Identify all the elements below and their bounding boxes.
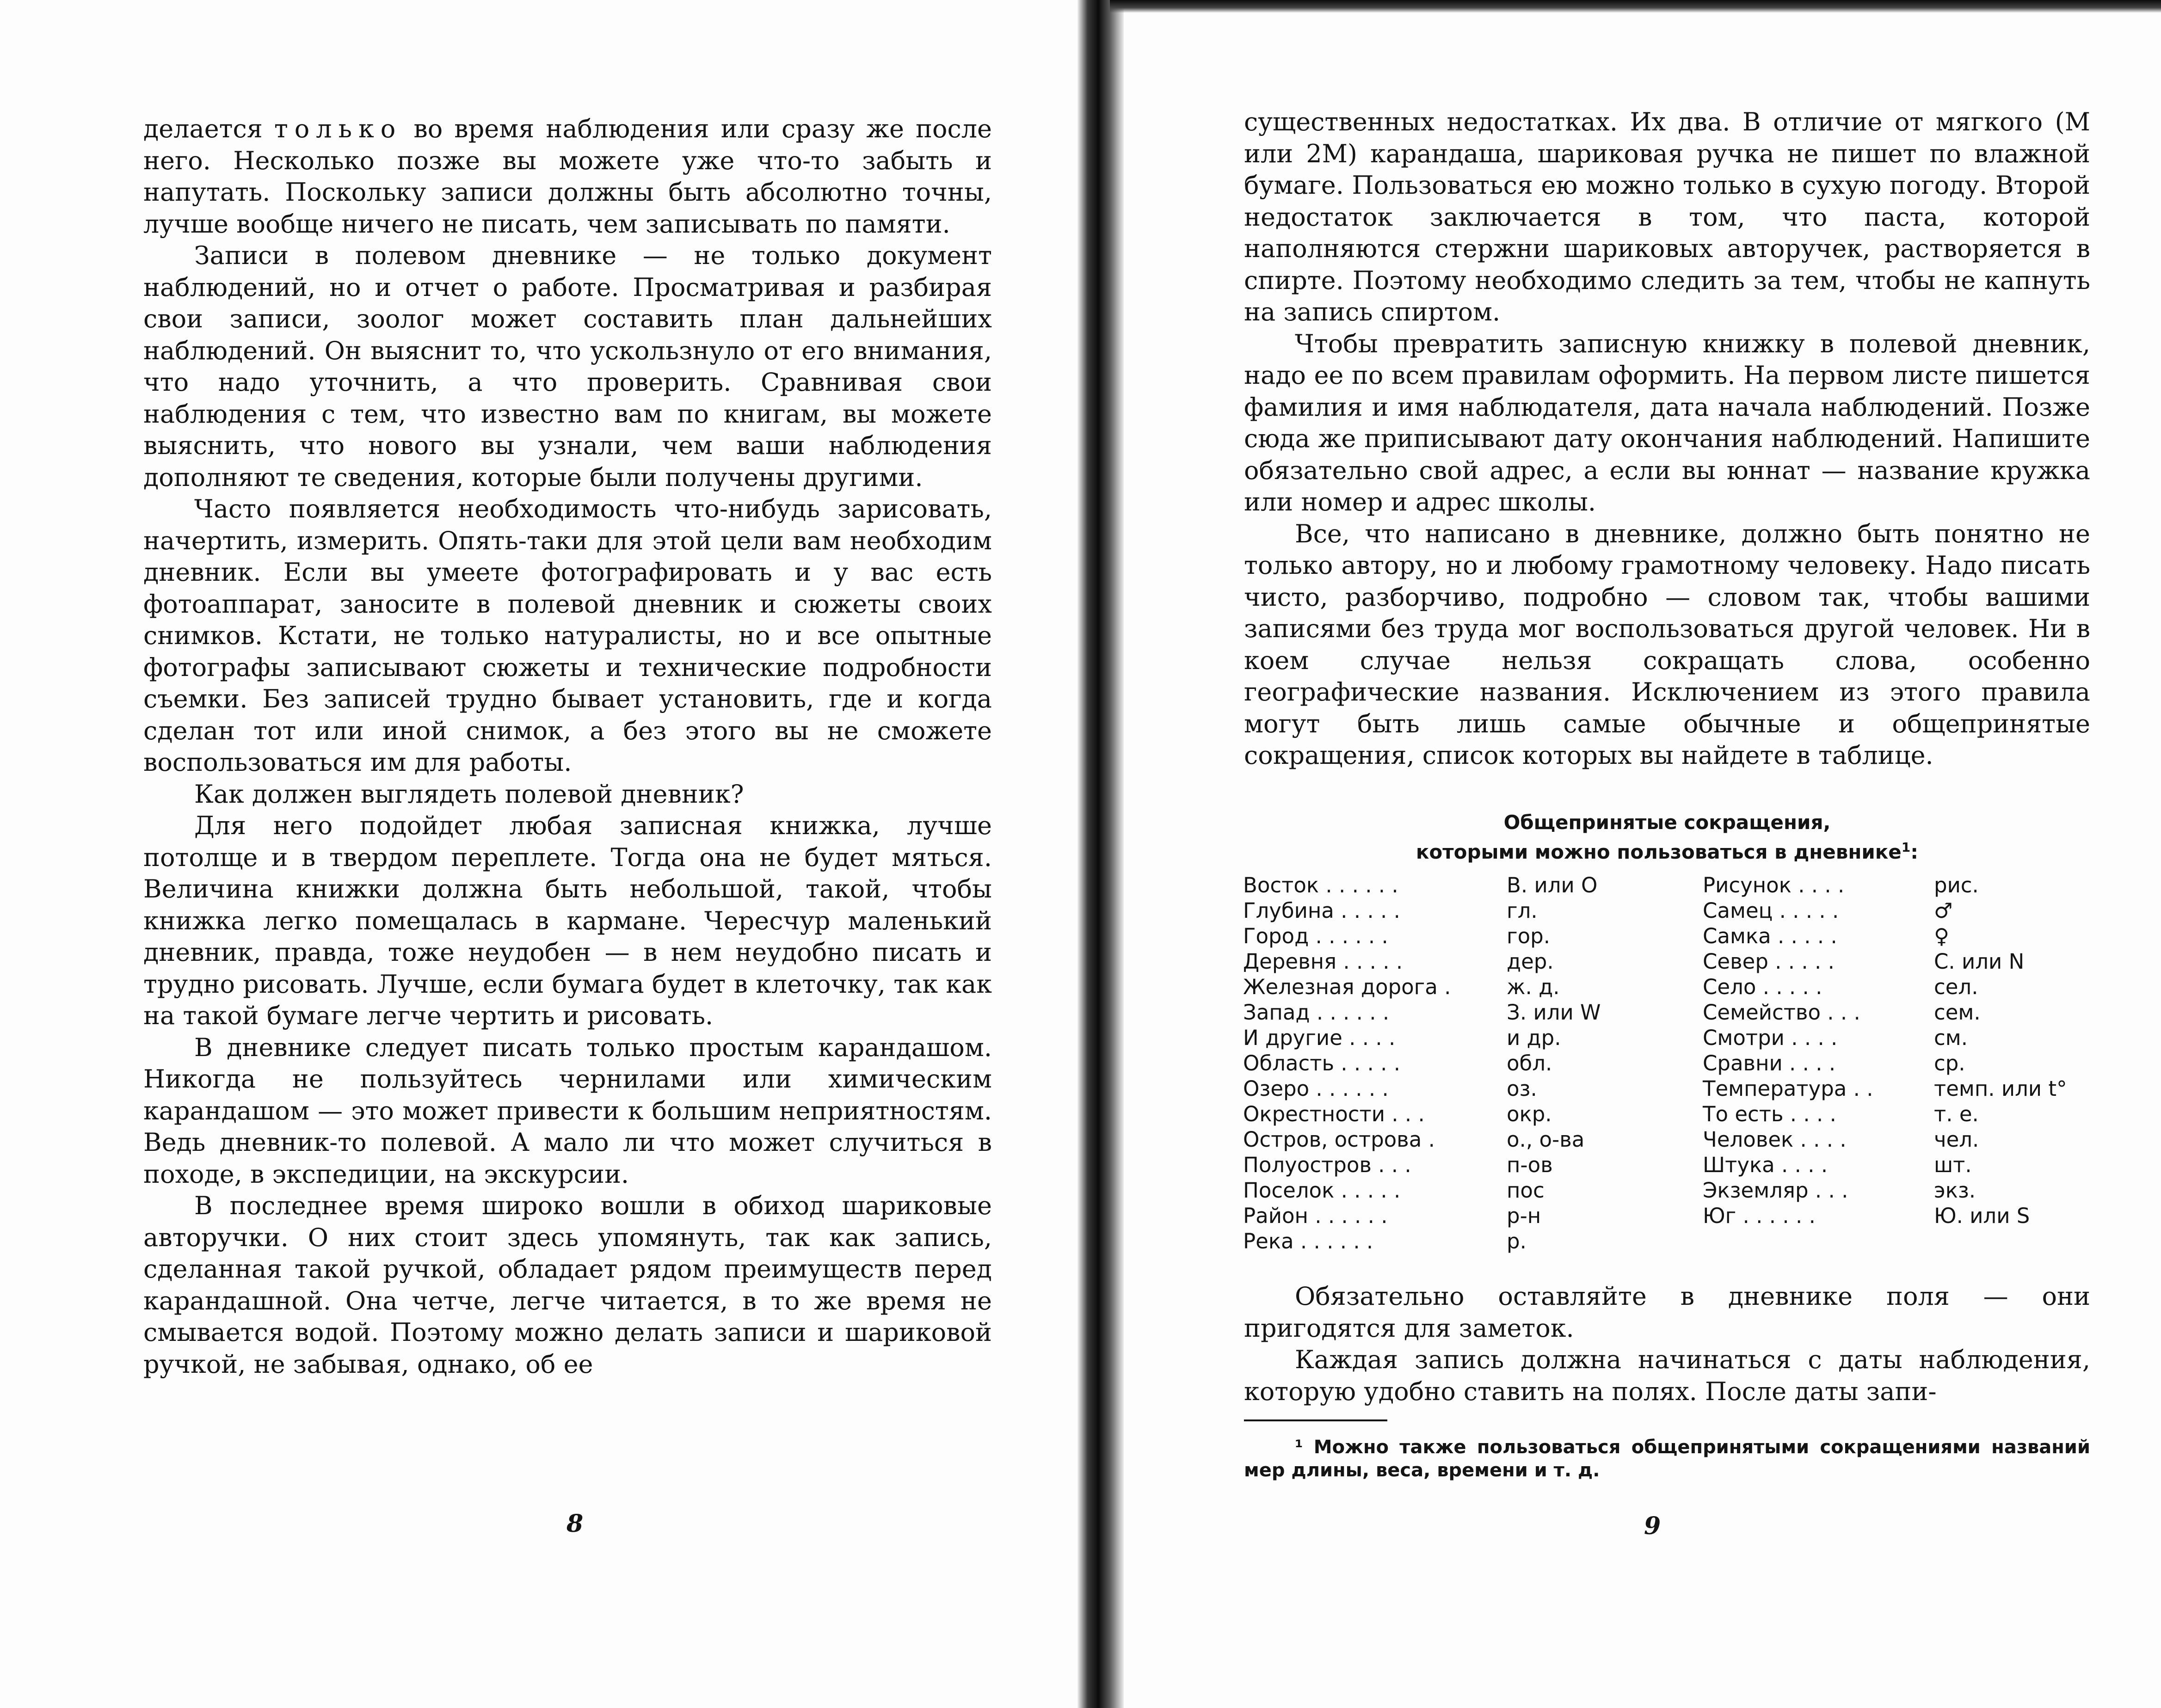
abbreviation-value: сел. — [1934, 975, 1978, 999]
abbreviation-term: И другие . . . . — [1243, 1026, 1396, 1050]
abbreviation-row — [1703, 1102, 2100, 1127]
page-number-right: 9 — [1644, 1512, 1661, 1540]
abbreviation-row — [1703, 1204, 2100, 1229]
book-gutter — [1077, 0, 1124, 1708]
abbreviation-value: и др. — [1507, 1026, 1561, 1050]
abbreviation-list-right — [1703, 873, 2100, 1229]
abbreviation-value: пос — [1507, 1178, 1545, 1203]
page-top-shadow — [1110, 0, 2161, 13]
abbreviation-row — [1243, 1051, 1641, 1076]
abbreviation-row — [1243, 1204, 1641, 1229]
abbreviation-value: гл. — [1507, 898, 1538, 923]
paragraph: Чтобы превратить записную книжку в полевой дневник, надо ее по всем правилам оформить. На первом листе пишется фамилия и имя наблюдателя, дата начала наблюдений. Позже сюда же приписывают дату окончания наблюдений. Напишите обязательно свой адрес, а если вы юннат — название кружка или номер и адрес школы. — [1244, 329, 2090, 516]
footnote-rule — [1244, 1419, 1387, 1421]
abbreviation-row — [1243, 1153, 1641, 1178]
abbreviation-value: чел. — [1934, 1127, 1979, 1152]
abbreviation-term: Глубина . . . . . — [1243, 898, 1400, 923]
abbreviation-row — [1703, 1178, 2100, 1204]
table-title-line-1: Общепринятые сокращения, — [1503, 811, 1831, 834]
abbreviation-row — [1703, 873, 2100, 898]
abbreviation-value: темп. или t° — [1934, 1076, 2067, 1101]
abbreviation-row — [1243, 873, 1641, 898]
abbreviation-value: экз. — [1934, 1178, 1976, 1203]
abbreviation-row — [1243, 1026, 1641, 1051]
abbreviation-row — [1703, 949, 2100, 975]
abbreviation-row — [1243, 924, 1641, 949]
paragraph-question: Как должен выглядеть полевой дневник? — [194, 779, 744, 809]
paragraph: Для него подойдет любая записная книжка, лучше потолще и в твердом переплете. Тогда она не будет мяться. Величина книжки должна быть небольшой, такой, чтобы книжка легко помещалась в кармане. Чересчур маленький дневник, правда, тоже неудобен — в нем неудобно писать и трудно рисовать. Лучше, если бумага будет в клеточку, так как на такой бумаге легче чертить и рисовать. — [143, 811, 992, 1030]
abbreviation-term: Район . . . . . . — [1243, 1204, 1388, 1228]
abbreviation-row — [1703, 898, 2100, 924]
paragraph: В последнее время широко вошли в обиход шариковые авторучки. О них стоит здесь упомянуть, так как запись, сделанная такой ручкой, обладает рядом преимуществ перед карандашной. Она четче, легче читается, в то же время не смывается водой. Поэтому можно делать записи и шариковой ручкой, не забывая, однако, об ее — [143, 1191, 992, 1379]
abbreviation-value: В. или О — [1507, 873, 1598, 897]
right-page-body — [1244, 106, 2090, 772]
abbreviation-term: Озеро . . . . . . — [1243, 1076, 1389, 1101]
abbreviation-row — [1243, 1076, 1641, 1102]
abbreviation-value: З. или W — [1507, 1000, 1601, 1025]
paragraph: В дневнике следует писать только простым карандашом. Никогда не пользуйтесь чернилами или химическим карандашом — это может привести к большим неприятностям. Ведь дневник-то полевой. А мало ли что может случиться в походе, в экспедиции, на экскурсии. — [143, 1032, 992, 1189]
abbreviation-term: Рисунок . . . . — [1703, 873, 1845, 897]
abbreviation-value: рис. — [1934, 873, 1979, 897]
abbreviation-value: сем. — [1934, 1000, 1981, 1025]
abbreviation-term: Железная дорога . — [1243, 975, 1451, 999]
abbreviation-term: Река . . . . . . — [1243, 1229, 1373, 1253]
abbreviation-row — [1243, 1178, 1641, 1204]
abbreviation-term: Экземляр . . . — [1703, 1178, 1848, 1203]
table-title-line-2: которыми можно пользоваться в дневнике$^1$: — [1416, 840, 1919, 863]
abbreviation-value: ♂ — [1934, 898, 1953, 923]
abbreviation-term: Штука . . . . — [1703, 1153, 1828, 1177]
abbreviation-value: ж. д. — [1507, 975, 1560, 999]
abbreviation-value: ♀ — [1934, 924, 1949, 948]
abbreviation-term: Смотри . . . . — [1703, 1026, 1838, 1050]
abbreviation-term: Город . . . . . . — [1243, 924, 1388, 948]
abbreviation-term: Самец . . . . . — [1703, 898, 1839, 923]
abbreviation-row — [1703, 975, 2100, 1000]
abbreviation-term: Остров, острова . — [1243, 1127, 1435, 1152]
abbreviation-term: Поселок . . . . . — [1243, 1178, 1401, 1203]
abbreviation-value: оз. — [1507, 1076, 1537, 1101]
paragraph: существенных недостатках. Их два. В отличие от мягкого (М или 2М) карандаша, шариковая ручка не пишет по влажной бумаге. Пользоваться ею можно только в сухую погоду. Второй недостаток заключается в том, что паста, которой наполняются стержни шариковых авторучек, растворяется в спирте. Поэтому необходимо следить за тем, чтобы не капнуть на запись спиртом. — [1244, 107, 2090, 326]
abbreviation-value: п-ов — [1507, 1153, 1553, 1177]
abbreviation-list-left — [1243, 873, 1641, 1254]
abbreviation-value: ср. — [1934, 1051, 1965, 1075]
abbreviation-value: см. — [1934, 1026, 1968, 1050]
abbreviation-row — [1243, 1102, 1641, 1127]
abbreviation-term: Восток . . . . . . — [1243, 873, 1398, 897]
abbreviation-value: шт. — [1934, 1153, 1972, 1177]
abbreviation-term: Самка . . . . . — [1703, 924, 1837, 948]
abbreviation-term: Запад . . . . . . — [1243, 1000, 1390, 1025]
abbreviation-value: о., о-ва — [1507, 1127, 1585, 1152]
paragraph: Записи в полевом дневнике — не только документ наблюдений, но и отчет о работе. Просматривая и разбирая свои записи, зоолог может составить план дальнейших наблюдений. Он выяснит то, что ускользнуло от его внимания, что надо уточнить, а что проверить. Сравнивая свои наблюдения с тем, что известно вам по книгам, вы можете выяснить, что нового вы узнали, чем ваши наблюдения дополняют те сведения, которые были получены другими. — [143, 241, 992, 492]
footnote — [1244, 1436, 2090, 1482]
abbreviation-term: Деревня . . . . . — [1243, 949, 1403, 974]
abbreviation-term: Окрестности . . . — [1243, 1102, 1425, 1126]
abbreviation-row — [1703, 1127, 2100, 1153]
abbreviation-row — [1703, 1000, 2100, 1026]
abbreviation-row — [1243, 1127, 1641, 1153]
abbreviation-value: Ю. или S — [1934, 1204, 2030, 1228]
paragraph: Все, что написано в дневнике, должно быть понятно не только автору, но и любому грамотному человеку. Надо писать чисто, разборчиво, подробно — словом так, чтобы вашими записями без труда мог воспользоваться другой человек. Ни в коем случае нельзя сокращать слова, особенно географические названия. Исключением из этого правила могут быть лишь самые обычные и общепринятые сокращения, список которых вы найдете в таблице. — [1244, 519, 2090, 770]
footnote-marker: 1 — [1901, 840, 1911, 855]
paragraph: Обязательно оставляйте в дневнике поля — они пригодятся для заметок. — [1244, 1282, 2090, 1343]
abbreviation-value: С. или N — [1934, 949, 2025, 974]
abbreviation-term: Семейство . . . — [1703, 1000, 1860, 1025]
emphasized-word: только — [274, 114, 402, 143]
abbreviation-row — [1243, 949, 1641, 975]
abbreviation-term: Область . . . . . — [1243, 1051, 1401, 1075]
abbreviation-term: Полуостров . . . — [1243, 1153, 1411, 1177]
paragraph: Часто появляется необходимость что-нибудь зарисовать, начертить, измерить. Опять-таки для этой цели вам необходим дневник. Если вы умеете фотографировать и у вас есть фотоаппарат, заносите в полевой дневник и сюжеты своих снимков. Кстати, не только натуралисты, но и все опытные фотографы записывают сюжеты и технические подробности съемки. Без записей трудно бывает установить, где и когда сделан тот или иной снимок, а без этого вы не сможете воспользоваться им для работы. — [143, 494, 992, 777]
abbreviation-row — [1703, 1051, 2100, 1076]
abbreviation-row — [1703, 1076, 2100, 1102]
paragraph: Каждая запись должна начинаться с даты наблюдения, которую удобно ставить на полях. После даты запи- — [1244, 1345, 2090, 1406]
abbreviation-row — [1243, 1000, 1641, 1026]
abbreviation-value: обл. — [1507, 1051, 1552, 1075]
abbreviation-value: р-н — [1507, 1204, 1541, 1228]
abbreviation-term: Человек . . . . — [1703, 1127, 1847, 1152]
abbreviation-row — [1703, 1153, 2100, 1178]
right-page-body-continued — [1244, 1281, 2090, 1407]
abbreviation-value: окр. — [1507, 1102, 1552, 1126]
abbreviation-value: дер. — [1507, 949, 1554, 974]
abbreviation-row — [1243, 898, 1641, 924]
abbreviation-term: Север . . . . . — [1703, 949, 1835, 974]
left-page-body — [143, 113, 992, 1380]
footnote-text: ¹ Можно также пользоваться общепринятыми сокращениями названий мер длины, веса, времени и т. д. — [1244, 1437, 2090, 1481]
abbreviation-row — [1703, 1026, 2100, 1051]
abbreviation-value: р. — [1507, 1229, 1527, 1253]
page-number-left: 8 — [566, 1510, 584, 1538]
abbreviation-term: Сравни . . . . — [1703, 1051, 1836, 1075]
abbreviation-term: Юг . . . . . . — [1703, 1204, 1816, 1228]
abbreviation-value: т. е. — [1934, 1102, 1979, 1126]
abbreviation-row — [1243, 975, 1641, 1000]
abbreviation-row — [1703, 924, 2100, 949]
abbreviation-row — [1243, 1229, 1641, 1254]
abbreviation-term: Температура . . — [1703, 1076, 1873, 1101]
abbreviation-value: гор. — [1507, 924, 1551, 948]
abbreviation-term: То есть . . . . — [1703, 1102, 1836, 1126]
paragraph: делается только во время наблюдения или сразу же после него. Несколько позже вы можете уже что-то забыть и напутать. Поскольку записи должны быть абсолютно точны, лучше вообще ничего не писать, чем записывать по памяти. — [143, 114, 992, 239]
abbreviation-term: Село . . . . . — [1703, 975, 1822, 999]
